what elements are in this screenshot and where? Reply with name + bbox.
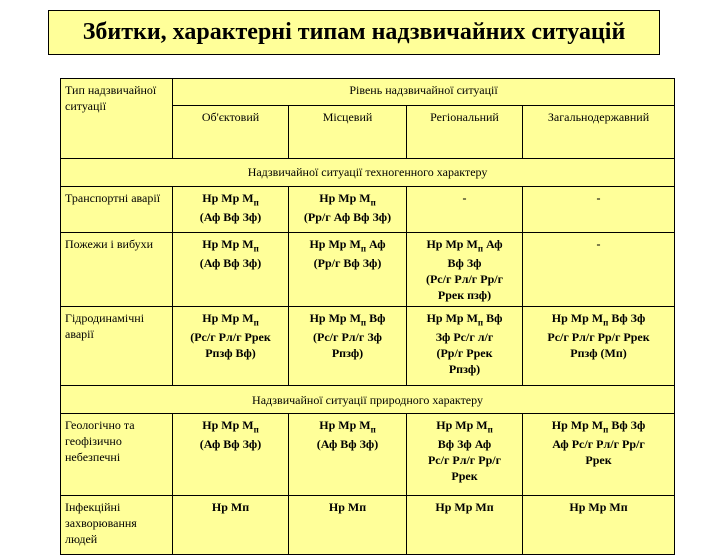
- cell-subscript: п: [603, 424, 609, 435]
- table-row: [61, 187, 675, 233]
- level-local: Місцевий: [289, 106, 407, 159]
- cell-line: [177, 190, 284, 209]
- damage-cell: [173, 496, 289, 555]
- cell-line: [411, 417, 518, 436]
- cell-text: Нр Мр М: [436, 418, 488, 433]
- damage-cell: [407, 496, 523, 555]
- cell-text: Вф Зф: [608, 311, 646, 326]
- damage-cell: [523, 496, 675, 555]
- header-row-1: [61, 79, 675, 106]
- section-row: [61, 386, 675, 414]
- cell-line: [177, 417, 284, 436]
- cell-line: Вф Зф: [447, 255, 482, 270]
- damage-cell: [523, 233, 675, 307]
- cell-line: Аф Рс/г Рл/г Рр/г: [552, 436, 645, 451]
- cell-line: (Рс/г Рл/г Ррек: [190, 329, 271, 344]
- cell-subscript: п: [360, 243, 366, 254]
- cell-text: Нр Мр М: [551, 311, 604, 326]
- damage-cell: [289, 414, 407, 496]
- title-box: [48, 10, 660, 55]
- level-national: Загальнодержавний: [523, 106, 675, 159]
- emergency-type: Пожежи і вибухи: [61, 233, 173, 307]
- cell-text: Аф: [483, 237, 503, 251]
- damage-cell: [289, 233, 407, 307]
- cell-text: Нр Мр М: [319, 418, 371, 433]
- cell-line: (Аф Вф Зф): [199, 255, 262, 270]
- cell-text: Нр Мр М: [202, 237, 254, 251]
- cell-line: Рпзф): [448, 362, 481, 376]
- table-row: [61, 414, 675, 496]
- damage-cell: [173, 233, 289, 307]
- damage-cell: [173, 307, 289, 386]
- cell-text: Нр Мр М: [202, 311, 254, 326]
- cell-text: Нр Мр М: [202, 191, 254, 205]
- cell-line: Ррек: [451, 469, 478, 483]
- cell-line: [293, 236, 402, 255]
- damage-cell: [523, 414, 675, 496]
- cell-text: Вф Зф: [608, 418, 646, 433]
- cell-line: [411, 236, 518, 255]
- damage-cell: [407, 307, 523, 386]
- cell-line: (Аф Вф Зф): [199, 209, 262, 224]
- damage-cell: [407, 414, 523, 496]
- damage-cell: [523, 307, 675, 386]
- cell-line: [527, 499, 670, 515]
- cell-subscript: п: [487, 424, 493, 435]
- page-title: Збитки, характерні типам надзвичайних ситуацій: [82, 19, 626, 45]
- level-regional: Регіональний: [407, 106, 523, 159]
- cell-text: -: [596, 237, 601, 251]
- cell-subscript: п: [253, 317, 259, 328]
- cell-subscript: п: [370, 424, 376, 435]
- cell-text: Нр Мр М: [319, 191, 371, 205]
- cell-subscript: п: [253, 197, 259, 208]
- cell-line: [293, 417, 402, 436]
- cell-text: Нр Мп: [328, 500, 367, 515]
- cell-line: [411, 310, 518, 329]
- cell-subscript: п: [360, 317, 367, 328]
- cell-line: Рпзф Вф): [205, 345, 256, 360]
- cell-subscript: п: [253, 424, 259, 435]
- cell-line: (Рс/г Рл/г Зф: [313, 329, 382, 344]
- cell-text: Нр Мр М: [426, 237, 478, 251]
- cell-line: (Рр/г Аф Вф Зф): [303, 209, 392, 224]
- cell-subscript: п: [477, 243, 483, 254]
- cell-line: Ррек пзф): [437, 287, 492, 302]
- cell-line: [293, 310, 402, 329]
- damage-cell: [407, 187, 523, 233]
- cell-line: (Рс/г Рл/г Рр/г: [425, 271, 504, 286]
- cell-line: Вф Зф Аф: [437, 436, 492, 451]
- level-header: Рівень надзвичайної ситуації: [173, 79, 675, 106]
- cell-line: [527, 417, 670, 436]
- cell-text: Нр Мр М: [202, 418, 254, 433]
- section-title: Надзвичайної ситуації техногенного характеру: [61, 159, 675, 187]
- damage-cell: [289, 187, 407, 233]
- table-row: [61, 496, 675, 555]
- cell-subscript: п: [253, 243, 259, 254]
- cell-line: (Аф Вф Зф): [316, 436, 379, 451]
- cell-line: [411, 499, 518, 515]
- cell-line: Зф Рс/г л/г: [435, 329, 494, 344]
- cell-text: Вф: [366, 311, 386, 326]
- cell-text: Нр Мп: [211, 500, 250, 515]
- cell-line: [527, 310, 670, 329]
- cell-line: (Рр/г Вф Зф): [313, 255, 382, 270]
- emergency-type: Гідродинамічні аварії: [61, 307, 173, 386]
- section-row: [61, 159, 675, 187]
- cell-line: [411, 190, 518, 206]
- cell-line: Рс/г Рл/г Рр/г Ррек: [547, 329, 650, 344]
- cell-text: Нр Мр М: [309, 237, 361, 251]
- cell-subscript: п: [603, 317, 609, 328]
- cell-subscript: п: [370, 197, 376, 208]
- damage-cell: [407, 233, 523, 307]
- damage-cell: [173, 187, 289, 233]
- table-row: [61, 233, 675, 307]
- cell-line: [527, 236, 670, 252]
- cell-text: Нр Мр Мп: [569, 500, 628, 515]
- cell-line: [527, 190, 670, 206]
- emergency-type: Транспортні аварії: [61, 187, 173, 233]
- cell-text: Нр Мр М: [426, 311, 478, 326]
- cell-line: Рпзф (Мп): [570, 345, 627, 360]
- cell-line: Рс/г Рл/г Рр/г: [427, 452, 502, 467]
- cell-line: (Рр/г Ррек: [436, 345, 493, 360]
- cell-text: -: [596, 191, 601, 205]
- cell-subscript: п: [477, 317, 484, 328]
- section-title: Надзвичайної ситуації природного характеру: [61, 386, 675, 414]
- cell-line: Рпзф): [331, 345, 364, 360]
- damage-cell: [173, 414, 289, 496]
- cell-text: Нр Мр М: [551, 418, 604, 433]
- cell-text: Аф: [366, 237, 386, 251]
- damage-cell: [523, 187, 675, 233]
- emergency-type: Геологічно та геофізично небезпечні: [61, 414, 173, 496]
- cell-line: [293, 190, 402, 209]
- cell-text: Вф: [483, 311, 503, 326]
- cell-text: Нр Мр М: [309, 311, 361, 326]
- cell-text: Нр Мр Мп: [435, 500, 494, 515]
- cell-line: [177, 310, 284, 329]
- emergency-type: Інфекційні захворювання людей: [61, 496, 173, 555]
- cell-line: Ррек: [585, 452, 612, 467]
- cell-line: [293, 499, 402, 515]
- cell-text: -: [462, 191, 467, 205]
- type-header: Тип надзвичайної ситуації: [61, 79, 173, 159]
- cell-line: (Аф Вф Зф): [199, 436, 262, 451]
- damage-table: [60, 78, 675, 555]
- damage-cell: [289, 307, 407, 386]
- cell-line: [177, 499, 284, 515]
- table-row: [61, 307, 675, 386]
- damage-cell: [289, 496, 407, 555]
- cell-line: [177, 236, 284, 255]
- level-objective: Об'єктовий: [173, 106, 289, 159]
